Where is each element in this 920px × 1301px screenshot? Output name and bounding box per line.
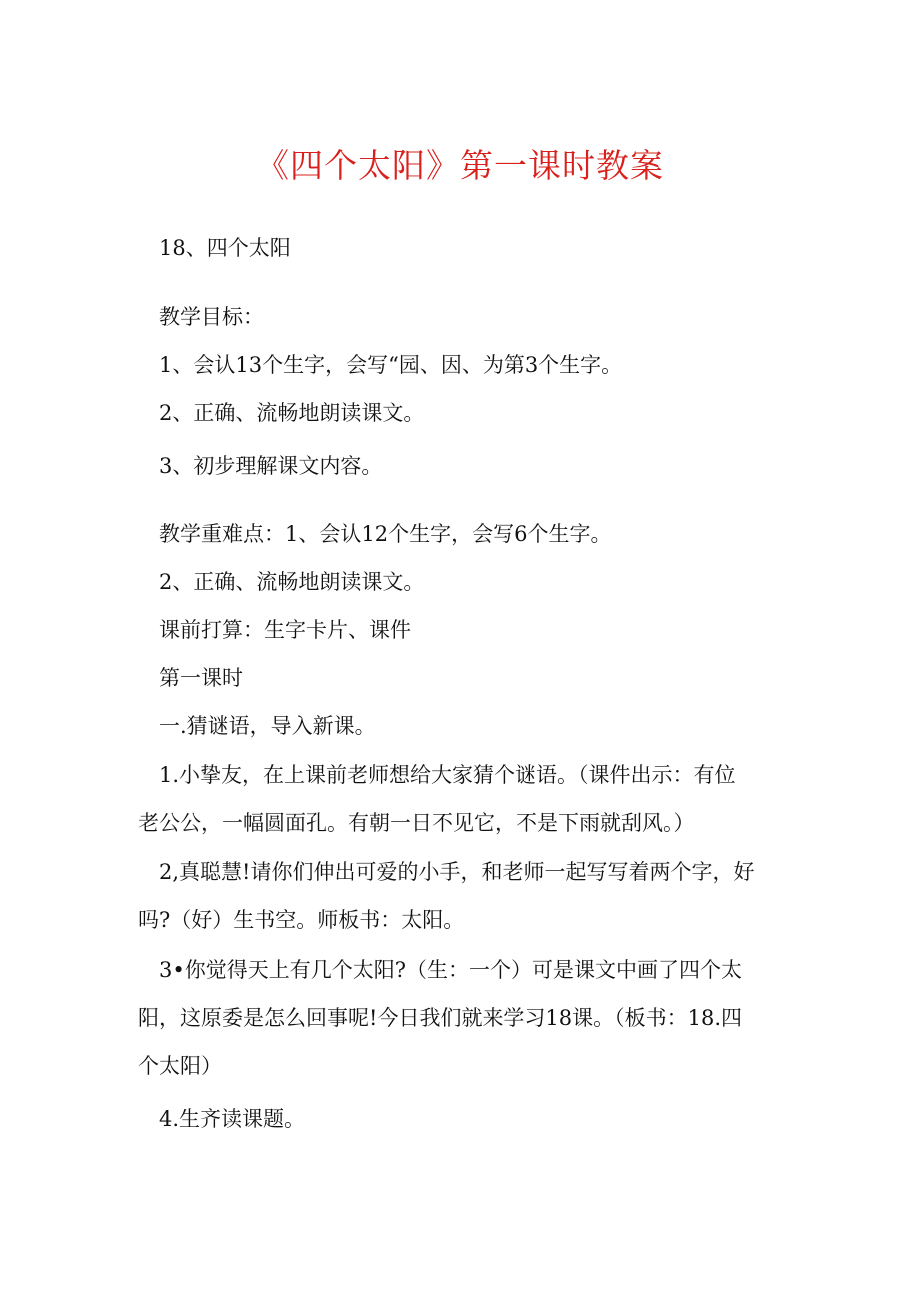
lesson-heading: 18、四个太阳: [159, 236, 291, 260]
objective-item-1: 1、会认13个生字，会写“园、因、为第3个生字。: [159, 353, 623, 377]
preparation-line: 课前打算：生字卡片、课件: [159, 618, 411, 642]
objectives-label: 教学目标：: [159, 305, 264, 329]
key-points-line-1: 教学重难点：1、会认12个生字，会写6个生字。: [159, 522, 612, 546]
step-2-line-1: 2,真聪慧!请你们伸出可爱的小手，和老师一起写写着两个字，好: [159, 860, 755, 884]
step-3-line-1: 3•你觉得天上有几个太阳?（生：一个）可是课文中画了四个太: [159, 958, 743, 982]
step-1-line-1: 1.小挚友，在上课前老师想给大家猜个谜语。（课件出示：有位: [159, 763, 736, 787]
step-2-line-2: 吗?（好）生书空。师板书：太阳。: [138, 908, 465, 932]
document-title: 《四个太阳》第一课时教案: [256, 146, 664, 185]
step-3-line-3: 个太阳）: [138, 1054, 222, 1078]
period-heading: 第一课时: [159, 666, 243, 690]
objective-item-3: 3、初步理解课文内容。: [159, 454, 383, 478]
key-points-line-2: 2、正确、流畅地朗读课文。: [159, 570, 425, 594]
objective-item-2: 2、正确、流畅地朗读课文。: [159, 401, 425, 425]
section-one-heading: 一.猜谜语，导入新课。: [159, 714, 376, 738]
step-4-line: 4.生齐读课题。: [159, 1107, 306, 1131]
step-3-line-2: 阳，这原委是怎么回事呢!今日我们就来学习18课。（板书：18.四: [138, 1006, 743, 1030]
step-1-line-2: 老公公，一幅圆面孔。有朝一日不见它，不是下雨就刮风。）: [138, 811, 695, 835]
